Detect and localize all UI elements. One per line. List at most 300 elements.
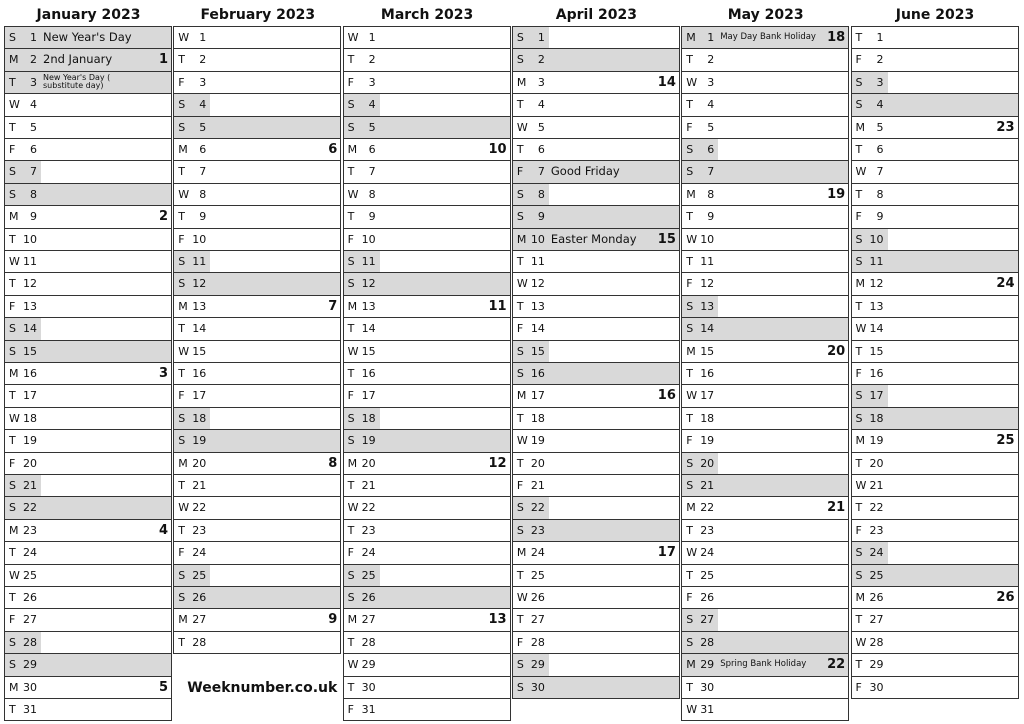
day-number: 21 — [192, 479, 207, 492]
day-row — [512, 653, 680, 675]
day-row — [512, 496, 680, 518]
day-of-week: F — [347, 546, 354, 560]
day-number: 14 — [361, 322, 376, 336]
day-row — [4, 474, 172, 496]
day-number: 2 — [30, 53, 37, 67]
day-of-week: T — [347, 322, 355, 336]
week-number: 25 — [996, 433, 1015, 449]
day-row — [851, 541, 1019, 563]
day-row — [173, 631, 341, 654]
day-of-week: S — [686, 613, 694, 627]
day-of-week: S — [9, 31, 16, 44]
day-of-week: W — [178, 31, 190, 44]
day-of-week: S — [686, 479, 694, 492]
day-of-week: W — [516, 277, 528, 291]
day-number: 23 — [700, 523, 715, 537]
day-row — [173, 183, 341, 205]
day-number: 6 — [199, 143, 207, 156]
day-number: 30 — [700, 680, 715, 694]
day-of-week: F — [686, 591, 693, 604]
day-number: 24 — [23, 546, 37, 560]
day-row — [343, 519, 511, 541]
day-number: 4 — [30, 98, 37, 112]
day-of-week: T — [9, 434, 16, 448]
day-of-week: W — [9, 255, 20, 268]
day-of-week: M — [855, 120, 865, 134]
day-of-week: M — [347, 613, 358, 627]
day-number: 30 — [869, 680, 884, 694]
day-of-week: T — [516, 411, 524, 425]
day-of-week: M — [9, 680, 19, 694]
day-of-week: S — [347, 277, 355, 291]
day-of-week: S — [347, 568, 355, 582]
day-row — [851, 362, 1019, 384]
day-number: 12 — [361, 277, 376, 291]
day-of-week: T — [347, 367, 355, 380]
day-of-week: S — [855, 75, 863, 89]
day-row — [681, 564, 849, 586]
day-number: 2 — [876, 53, 884, 67]
day-number: 9 — [876, 210, 884, 224]
day-number: 2 — [368, 53, 376, 67]
day-number: 8 — [368, 187, 376, 201]
day-row — [343, 71, 511, 93]
month-title: February 2023 — [200, 7, 316, 23]
week-number: 21 — [827, 500, 846, 516]
day-row — [681, 586, 849, 608]
day-row — [512, 48, 680, 70]
day-of-week: T — [9, 389, 16, 403]
day-number: 16 — [869, 367, 884, 380]
day-of-week: F — [9, 456, 16, 470]
day-number: 10 — [361, 232, 376, 246]
day-number: 26 — [361, 591, 376, 604]
day-number: 18 — [23, 411, 37, 425]
day-row — [681, 541, 849, 563]
month-title: May 2023 — [727, 7, 804, 23]
day-row — [4, 272, 172, 294]
day-number: 11 — [192, 255, 207, 268]
day-number: 1 — [537, 31, 545, 44]
day-of-week: W — [9, 411, 20, 425]
day-of-week: T — [516, 456, 524, 470]
day-row — [4, 384, 172, 406]
day-of-week: S — [347, 120, 355, 134]
day-of-week: T — [347, 680, 355, 694]
day-row — [851, 93, 1019, 115]
day-row — [851, 631, 1019, 653]
day-of-week: S — [347, 411, 355, 425]
day-number: 31 — [23, 703, 37, 716]
day-number: 4 — [537, 98, 545, 112]
day-row — [343, 295, 511, 317]
month-title: January 2023 — [36, 7, 141, 23]
day-number: 22 — [192, 501, 207, 515]
day-row — [851, 48, 1019, 70]
day-row — [343, 26, 511, 48]
holiday-label: Good Friday — [550, 164, 620, 179]
day-number: 13 — [530, 299, 545, 313]
day-of-week: T — [347, 53, 355, 67]
day-of-week: M — [516, 232, 527, 246]
day-number: 4 — [876, 98, 884, 112]
day-of-week: S — [178, 98, 186, 112]
day-of-week: F — [855, 523, 862, 537]
day-number: 5 — [537, 120, 545, 134]
day-of-week: W — [686, 703, 698, 716]
day-of-week: F — [686, 120, 693, 134]
day-number: 22 — [869, 501, 884, 515]
day-number: 10 — [192, 232, 207, 246]
day-row — [173, 138, 341, 160]
day-row — [512, 407, 680, 429]
site-footer-link[interactable]: Weeknumber.co.uk — [187, 679, 338, 696]
day-row — [512, 340, 680, 362]
day-of-week: M — [686, 658, 696, 672]
day-row — [851, 608, 1019, 630]
day-number: 31 — [361, 703, 376, 716]
day-of-week: F — [686, 277, 693, 291]
day-of-week: S — [686, 456, 694, 470]
day-row — [851, 586, 1019, 608]
day-row — [173, 71, 341, 93]
day-row — [851, 317, 1019, 339]
day-row — [343, 631, 511, 653]
day-row — [512, 228, 680, 250]
day-of-week: S — [516, 501, 524, 515]
day-row — [343, 586, 511, 608]
day-number: 1 — [368, 31, 376, 44]
day-of-week: S — [9, 187, 16, 201]
day-of-week: T — [516, 255, 524, 268]
day-of-week: W — [686, 75, 698, 89]
day-row — [512, 541, 680, 563]
day-row — [512, 250, 680, 272]
day-row — [851, 407, 1019, 429]
day-row — [4, 160, 172, 182]
day-row — [681, 295, 849, 317]
day-number: 28 — [361, 635, 376, 649]
day-of-week: T — [347, 523, 355, 537]
day-number: 28 — [23, 635, 37, 649]
day-row — [512, 362, 680, 384]
day-number: 5 — [199, 120, 207, 134]
day-of-week: T — [855, 613, 863, 627]
day-number: 22 — [361, 501, 376, 515]
day-row — [343, 608, 511, 630]
day-row — [851, 160, 1019, 182]
day-number: 10 — [530, 232, 545, 246]
day-number: 26 — [869, 591, 884, 604]
day-of-week: T — [686, 680, 693, 694]
day-of-week: S — [855, 98, 863, 112]
day-number: 29 — [700, 658, 715, 672]
day-of-week: S — [686, 635, 694, 649]
month-title: June 2023 — [895, 7, 975, 23]
day-of-week: F — [516, 322, 524, 336]
day-number: 15 — [700, 344, 715, 358]
week-number: 10 — [488, 142, 507, 157]
day-row — [681, 608, 849, 630]
day-of-week: T — [347, 479, 355, 492]
day-number: 18 — [361, 411, 376, 425]
holiday-label: Easter Monday — [550, 231, 637, 246]
day-number: 7 — [707, 165, 715, 179]
day-number: 4 — [199, 98, 207, 112]
day-of-week: S — [9, 479, 16, 492]
day-row — [681, 496, 849, 518]
day-of-week: T — [686, 210, 693, 224]
day-number: 1 — [199, 31, 207, 44]
day-row — [681, 452, 849, 474]
day-of-week: S — [178, 411, 186, 425]
day-of-week: T — [855, 31, 863, 44]
day-of-week: F — [516, 479, 524, 492]
week-number: 7 — [328, 298, 338, 314]
day-row — [681, 250, 849, 272]
day-row — [173, 317, 341, 339]
day-of-week: W — [516, 120, 528, 134]
day-of-week: T — [178, 322, 186, 336]
day-of-week: M — [516, 546, 527, 560]
day-row — [4, 407, 172, 429]
day-of-week: T — [855, 143, 863, 156]
day-row — [4, 26, 172, 48]
day-of-week: W — [178, 187, 190, 201]
day-row — [173, 228, 341, 250]
day-number: 29 — [361, 658, 376, 672]
day-row — [512, 93, 680, 115]
day-row — [851, 452, 1019, 474]
day-number: 31 — [700, 703, 715, 716]
day-of-week: M — [686, 501, 696, 515]
day-row — [681, 71, 849, 93]
day-of-week: M — [347, 456, 358, 470]
day-number: 26 — [530, 591, 545, 604]
day-number: 24 — [530, 546, 545, 560]
day-of-week: W — [347, 187, 359, 201]
day-number: 19 — [361, 434, 376, 448]
day-of-week: F — [347, 703, 354, 716]
day-row — [4, 496, 172, 518]
day-row — [512, 26, 680, 48]
day-number: 26 — [23, 591, 37, 604]
day-row — [512, 564, 680, 586]
day-row — [173, 474, 341, 496]
day-of-week: F — [347, 232, 354, 246]
day-number: 14 — [192, 322, 207, 336]
day-of-week: W — [855, 322, 867, 336]
day-number: 19 — [192, 434, 207, 448]
day-number: 9 — [537, 210, 545, 224]
day-row — [851, 474, 1019, 496]
day-row — [851, 653, 1019, 675]
day-of-week: W — [686, 232, 698, 246]
day-number: 6 — [707, 143, 715, 156]
week-number: 20 — [827, 343, 846, 359]
day-row — [343, 452, 511, 474]
day-number: 6 — [876, 143, 884, 156]
day-of-week: T — [178, 635, 186, 649]
day-of-week: S — [9, 658, 16, 672]
day-number: 26 — [192, 591, 207, 604]
holiday-label: May Day Bank Holiday — [720, 32, 816, 42]
day-row — [851, 564, 1019, 586]
day-of-week: W — [686, 546, 698, 560]
day-of-week: M — [347, 143, 358, 156]
day-of-week: T — [855, 501, 863, 515]
week-number: 22 — [827, 657, 846, 673]
day-number: 27 — [192, 613, 207, 627]
day-row — [343, 116, 511, 138]
day-of-week: M — [516, 75, 527, 89]
day-number: 18 — [530, 411, 545, 425]
day-number: 20 — [700, 456, 715, 470]
day-of-week: S — [178, 255, 186, 268]
day-row — [173, 586, 341, 608]
day-of-week: M — [9, 367, 19, 380]
day-row — [4, 228, 172, 250]
year-calendar — [4, 4, 1020, 724]
month-title: March 2023 — [380, 7, 474, 23]
day-of-week: F — [516, 165, 524, 179]
day-number: 9 — [368, 210, 376, 224]
day-row — [343, 228, 511, 250]
day-row — [4, 564, 172, 586]
day-of-week: S — [686, 143, 694, 156]
day-of-week: W — [9, 98, 20, 112]
day-row — [681, 407, 849, 429]
day-of-week: S — [347, 255, 355, 268]
week-number: 17 — [657, 545, 676, 561]
day-number: 27 — [361, 613, 376, 627]
day-number: 8 — [876, 187, 884, 201]
day-of-week: T — [178, 367, 186, 380]
day-of-week: S — [178, 434, 186, 448]
day-of-week: T — [855, 658, 863, 672]
day-row — [851, 138, 1019, 160]
day-number: 2 — [537, 53, 545, 67]
day-row — [173, 93, 341, 115]
day-row — [173, 295, 341, 317]
day-of-week: M — [347, 299, 358, 313]
day-number: 3 — [368, 75, 376, 89]
day-of-week: T — [686, 367, 693, 380]
day-of-week: M — [855, 434, 865, 448]
week-number: 18 — [827, 30, 846, 45]
day-row — [173, 564, 341, 586]
day-row — [681, 116, 849, 138]
day-row — [4, 317, 172, 339]
day-of-week: W — [178, 501, 190, 515]
day-number: 7 — [30, 165, 37, 179]
day-number: 6 — [368, 143, 376, 156]
day-number: 28 — [192, 635, 207, 649]
day-of-week: F — [178, 546, 185, 560]
day-of-week: W — [686, 389, 698, 403]
day-number: 28 — [700, 635, 715, 649]
week-number: 2 — [158, 209, 168, 225]
day-row — [512, 474, 680, 496]
day-of-week: T — [178, 165, 186, 179]
day-row — [173, 496, 341, 518]
day-of-week: S — [516, 658, 524, 672]
day-of-week: T — [347, 210, 355, 224]
day-number: 21 — [361, 479, 376, 492]
day-number: 18 — [869, 411, 884, 425]
day-row — [343, 496, 511, 518]
day-of-week: S — [347, 434, 355, 448]
day-row — [4, 205, 172, 227]
day-row — [4, 452, 172, 474]
day-row — [4, 48, 172, 70]
day-of-week: S — [516, 523, 524, 537]
day-number: 24 — [361, 546, 376, 560]
day-number: 16 — [23, 367, 37, 380]
day-row — [4, 631, 172, 653]
day-row — [851, 26, 1019, 48]
day-row — [343, 160, 511, 182]
day-number: 25 — [192, 568, 207, 582]
day-number: 11 — [530, 255, 545, 268]
day-number: 2 — [199, 53, 207, 67]
day-of-week: S — [9, 322, 16, 336]
day-of-week: S — [855, 568, 863, 582]
day-row — [851, 71, 1019, 93]
day-row — [681, 160, 849, 182]
day-number: 27 — [530, 613, 545, 627]
day-number: 17 — [700, 389, 715, 403]
day-of-week: S — [9, 165, 16, 179]
day-row — [4, 295, 172, 317]
day-number: 30 — [530, 680, 545, 694]
day-row — [512, 631, 680, 653]
day-row — [851, 183, 1019, 205]
day-row — [512, 138, 680, 160]
day-of-week: M — [178, 299, 188, 313]
day-of-week: M — [855, 591, 865, 604]
week-number: 15 — [657, 231, 676, 247]
day-number: 3 — [537, 75, 545, 89]
day-row — [343, 183, 511, 205]
day-of-week: T — [516, 143, 524, 156]
day-number: 4 — [368, 98, 376, 112]
day-row — [173, 26, 341, 48]
day-row — [512, 452, 680, 474]
day-of-week: T — [686, 255, 693, 268]
day-row — [512, 71, 680, 93]
day-row — [851, 496, 1019, 518]
day-number: 7 — [537, 165, 545, 179]
day-of-week: S — [9, 635, 16, 649]
day-number: 19 — [869, 434, 884, 448]
day-of-week: M — [178, 456, 188, 470]
day-row — [173, 205, 341, 227]
day-of-week: T — [686, 98, 693, 112]
day-number: 25 — [700, 568, 715, 582]
day-number: 13 — [23, 299, 37, 313]
day-number: 14 — [700, 322, 715, 336]
day-row — [343, 698, 511, 721]
day-row — [173, 541, 341, 563]
day-number: 13 — [192, 299, 207, 313]
day-row — [681, 48, 849, 70]
day-of-week: S — [516, 210, 524, 224]
day-number: 17 — [869, 389, 884, 403]
day-number: 9 — [707, 210, 715, 224]
day-row — [4, 250, 172, 272]
day-number: 12 — [700, 277, 715, 291]
